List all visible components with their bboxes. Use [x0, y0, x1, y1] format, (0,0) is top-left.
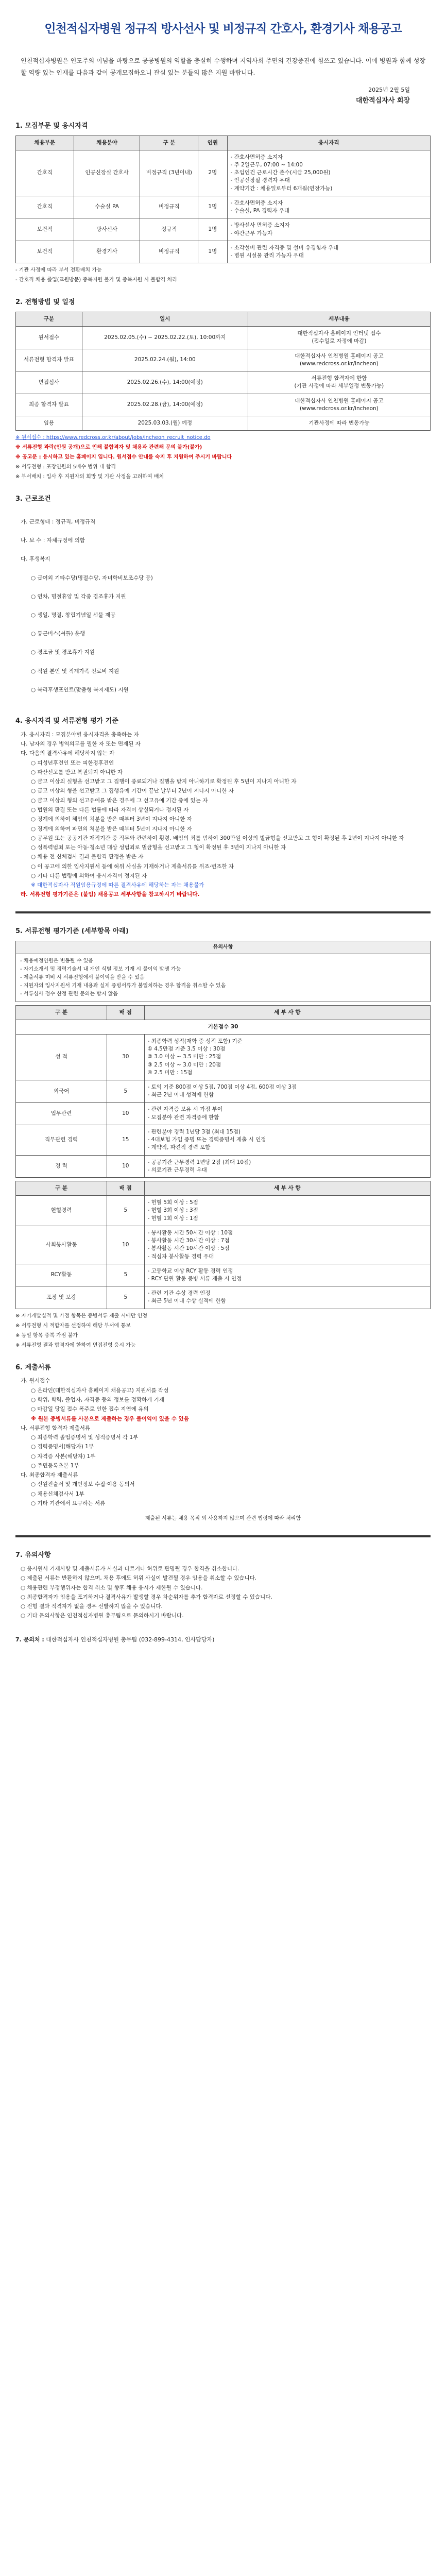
list-item: 가. 원서접수 — [21, 1378, 50, 1384]
cell-detail: - 고등학교 이상 RCY 활동 경력 인정 - RCY 단원 활동 증빙 서류 제출 시 인정 — [144, 1264, 430, 1286]
s4-list — [15, 731, 431, 899]
cell-when: 2025.02.26.(수), 14:00(예정) — [82, 371, 248, 394]
list-item: ○ 공무원 또는 공공기관 재직기간 중 직무와 관련하여 횡령, 배임의 죄를 범하여 300만원 이상의 벌금형을 선고받고 그 형이 확정된 후 2년이 지나지 아니한 자 — [31, 835, 404, 841]
list-item: ○ 법원의 판결 또는 다른 법률에 따라 자격이 상실되거나 정지된 자 — [31, 807, 189, 813]
notice-date: 2025년 2월 5일 — [368, 86, 410, 93]
cell-detail: 서류전형 합격자에 한함 (기관 사정에 따라 세부일정 변동가능) — [248, 371, 430, 394]
s5-note: ※ 자기개발실적 및 가점 항목은 증빙서류 제출 시에만 인정 — [15, 1313, 147, 1319]
cell-cat: 업무관련 — [16, 1103, 107, 1125]
list-item: ○ 파산선고를 받고 복권되지 아니한 자 — [31, 769, 123, 775]
section-5-title: 5. 서류전형 평가기준 (세부항목 아래) — [15, 927, 129, 935]
divider — [15, 911, 431, 913]
col-header: 일시 — [82, 312, 248, 327]
cell-type: 비정규직 — [140, 196, 198, 218]
col-header: 구 분 — [140, 135, 198, 150]
list-item: ○ 주민등록초본 1부 — [31, 1462, 79, 1469]
cell-when: 2025.03.03.(월) 예정 — [82, 416, 248, 431]
cell-score: 5 — [107, 1080, 144, 1103]
col-header: 응시자격 — [227, 135, 430, 150]
cell-field: 수술실 PA — [74, 196, 140, 218]
cell-cat: 포장 및 보강 — [16, 1286, 107, 1309]
table-row — [16, 1155, 431, 1177]
list-item: ○ 기타 기관에서 요구하는 서류 — [31, 1500, 106, 1506]
list-item: ※ 대한적십자사 직원임용규정에 따른 결격사유에 해당하는 자는 채용불가 — [31, 882, 204, 889]
cell-detail: - 관련분야 경력 1년당 3점 (최대 15점) - 4대보험 가입 증명 또는 경력증명서 제출 시 인정 - 계약직, 파견직 경력 포함 — [144, 1125, 430, 1155]
s1-note: - 간호직 채용 졸업(교원방문) 중복지원 불가 및 중복지원 시 불합격 처리 — [15, 277, 177, 283]
table-row — [16, 1226, 431, 1264]
list-item: ○ 제출된 서류는 반환하지 않으며, 채용 후에도 허위 사실이 발견될 경우 임용을 취소할 수 있습니다. — [21, 1575, 257, 1582]
col-header: 배 점 — [107, 1005, 144, 1020]
schedule-table — [15, 312, 431, 431]
list-item: ○ 금고 이상의 형을 선고받고 그 집행유예 기간이 끝난 날부터 2년이 지나지 아니한 자 — [31, 788, 234, 794]
contact-label: 7. 문의처 : — [15, 1636, 44, 1643]
cell-when: 2025.02.28.(금), 14:00(예정) — [82, 394, 248, 416]
list-item: 나. 보 수 : 자체규정에 의함 — [21, 537, 85, 544]
cell-detail: 대한적십자사 인천병원 홈페이지 공고 (www.redcross.or.kr/incheon) — [248, 349, 430, 371]
cell-count: 1명 — [198, 196, 227, 218]
list-item: 나. 남자의 경우 병역의무를 필한 자 또는 면제된 자 — [21, 741, 141, 748]
cell-score: 5 — [107, 1264, 144, 1286]
cell-cat: RCY활동 — [16, 1264, 107, 1286]
table-row — [16, 1125, 431, 1155]
page-title: 인천적십자병원 정규직 방사선사 및 비정규직 간호사, 환경기사 채용공고 — [44, 22, 402, 36]
cell-cat: 경 력 — [16, 1155, 107, 1177]
col-header: 세부내용 — [248, 312, 430, 327]
cell-field: 인공신장실 간호사 — [74, 150, 140, 196]
table-row — [16, 1264, 431, 1286]
table-row — [16, 371, 431, 394]
s1-note: - 기관 사정에 따라 부서 전환배치 가능 — [15, 267, 102, 274]
cell-cat: 사회봉사활동 — [16, 1226, 107, 1264]
table-row — [16, 327, 431, 349]
cell-score: 5 — [107, 1196, 144, 1226]
list-item: ○ 생일, 명절, 창립기념일 선물 제공 — [31, 612, 116, 619]
list-item: ○ 성폭력범죄 또는 아동·청소년 대상 성범죄로 벌금형을 선고받고 그 형이 확정된 후 3년이 지나지 아니한 자 — [31, 844, 286, 851]
col-header: 구 분 — [16, 1181, 107, 1196]
list-item: ○ 채용 전 신체검사 결과 불합격 판정을 받은 자 — [31, 854, 144, 860]
table-row — [16, 416, 431, 431]
list-item: 라. 서류전형 평가기준은 (붙임) 채용공고 세부사항을 참고하시기 바랍니다. — [21, 891, 200, 898]
cell-detail: - 관련 자격증 보유 시 가점 부여 - 모집분야 관련 자격증에 한함 — [144, 1103, 430, 1125]
list-item: ○ 응시원서 기재사항 및 제출서류가 사실과 다르거나 허위로 판명될 경우 합격을 취소합니다. — [21, 1566, 239, 1572]
cell-score: 5 — [107, 1286, 144, 1309]
list-item: 다. 후생복지 — [21, 556, 50, 563]
col-header: 인원 — [198, 135, 227, 150]
notice-box — [15, 941, 431, 1002]
cell-score: 10 — [107, 1103, 144, 1125]
list-item: ○ 경조금 및 경조휴가 지원 — [31, 649, 95, 656]
list-item: ○ 통근버스(셔틀) 운행 — [31, 631, 85, 637]
cell-step: 원서접수 — [16, 327, 82, 349]
cell-dept: 간호직 — [16, 196, 74, 218]
table-row — [16, 1286, 431, 1309]
cell-score: 15 — [107, 1125, 144, 1155]
cell-req: - 방사선사 면허증 소지자 - 야간근무 가능자 — [227, 218, 430, 241]
cell-step: 면접심사 — [16, 371, 82, 394]
cell-req: - 소각설비 관련 자격증 및 설비 유경험자 우대 - 병원 시설물 관리 가능자 우대 — [227, 241, 430, 263]
cell-detail: - 헌혈 5회 이상 : 5점 - 헌혈 3회 이상 : 3점 - 헌혈 1회 이상 : 1점 — [144, 1196, 430, 1226]
cell-when: 2025.02.24.(월), 14:00 — [82, 349, 248, 371]
table-row — [16, 218, 431, 241]
cell-detail: - 공공기관 근무경력 1년당 2점 (최대 10점) - 의료기관 근무경력 우대 — [144, 1155, 430, 1177]
table-row — [16, 1196, 431, 1226]
cell-req: - 간호사면허증 소지자 - 주 2일근무, 07:00 ~ 14:00 - 초임인건 근로시간 준수(시급 25,000원) - 인공신장실 경력자 우대 - 계약기간 : 채용일로부터 6개월(연장가능) — [227, 150, 430, 196]
list-item: ○ 경력증명서(해당자) 1부 — [31, 1444, 94, 1450]
s6-footnote: 제출된 서류는 채용 목적 외 사용하지 않으며 관련 법령에 따라 처리함 — [145, 1516, 301, 1522]
table-row — [16, 1020, 431, 1034]
bonus-table — [15, 1181, 431, 1309]
cell-step: 최종 합격자 발표 — [16, 394, 82, 416]
base-score: 기본점수 30 — [16, 1020, 431, 1034]
s5-note: ※ 동일 항목 중복 가점 불가 — [15, 1332, 78, 1338]
s5-note: ※ 서류전형 시 적합자를 선정하여 해당 부서에 통보 — [15, 1323, 131, 1329]
apply-link[interactable]: ※ 원서접수 : https://www.redcross.or.kr/about/jobs/incheon_recruit_notice.do — [15, 435, 211, 441]
section-1-title: 1. 모집부문 및 응시자격 — [15, 122, 88, 130]
cell-detail: - 봉사활동 시간 50시간 이상 : 10점 - 봉사활동 시간 30시간 이상 : 7점 - 봉사활동 시간 10시간 이상 : 5점 - 적십자 봉사활동 경력 우대 — [144, 1226, 430, 1264]
col-header: 배 점 — [107, 1181, 144, 1196]
intro-text: 인천적십자병원은 인도주의 이념을 바탕으로 공공병원의 역할을 충실히 수행하며 지역사회 주민의 건강증진에 힘쓰고 있습니다. 이에 병원과 함께 성장할 역량 있는 인재를 다음과 같이 공개모집하오니 관심 있는 분들의 많은 지원 바랍니다. — [21, 57, 425, 77]
list-item: ○ 신원진술서 및 개인정보 수집·이용 동의서 — [31, 1481, 135, 1488]
s3-list — [15, 509, 431, 703]
cell-count: 2명 — [198, 150, 227, 196]
list-item: ○ 최종학력 졸업증명서 및 성적증명서 각 1부 — [31, 1434, 139, 1441]
cell-type: 비정규직 (3년이내) — [140, 150, 198, 196]
notice-line: - 서류심사 점수 산정 관련 문의는 받지 않음 — [20, 991, 118, 997]
recruit-table — [15, 135, 431, 264]
cell-type: 비정규직 — [140, 241, 198, 263]
cell-detail: - 최종학력 성적(재학 중 성적 포함) 기준 ① 4.5만점 기준 3.5 이상 : 30점 ② 3.0 이상 ~ 3.5 미만 : 25점 ③ 2.5 이상 ~ 3.0 미만 : 20점 ④ 2.5 미만 : 15점 — [144, 1034, 430, 1080]
table-row — [16, 349, 431, 371]
notice-line: - 채용예정인원은 변동될 수 있음 — [20, 958, 93, 964]
list-item: ○ 채용관련 부정행위자는 합격 취소 및 향후 채용 응시가 제한될 수 있습니다. — [21, 1584, 203, 1591]
list-item: ○ 징계에 의하여 파면의 처분을 받은 때부터 5년이 지나지 아니한 자 — [31, 825, 192, 832]
cell-type: 정규직 — [140, 218, 198, 241]
cell-step: 임용 — [16, 416, 82, 431]
list-item: ○ 학위, 학력, 졸업자, 자격증 등의 정보를 정확하게 기재 — [31, 1397, 164, 1403]
list-item: ○ 기타 문의사항은 인천적십자병원 총무팀으로 문의하시기 바랍니다. — [21, 1613, 184, 1619]
list-item: ○ 금고 이상의 형의 선고유예를 받은 경우에 그 선고유예 기간 중에 있는 자 — [31, 797, 208, 804]
list-item: ※ 원본 증빙서류를 사본으로 제출하는 경우 불이익이 있을 수 있음 — [31, 1415, 189, 1422]
s6-list — [15, 1377, 431, 1507]
list-item: 다. 최종합격자 제출서류 — [21, 1472, 78, 1479]
cell-field: 환경기사 — [74, 241, 140, 263]
cell-detail: 대한적십자사 홈페이지 인터넷 접수 (접수일로 자정에 마감) — [248, 327, 430, 349]
s7-list — [15, 1565, 431, 1620]
table-row — [16, 241, 431, 263]
cell-cat: 헌혈경력 — [16, 1196, 107, 1226]
col-header: 구 분 — [16, 1005, 107, 1020]
s2-warning: ※ 공고문 : 응시하고 있는 홈페이지 입니다. 원서접수 안내를 숙지 후 지원하여 주시기 바랍니다 — [15, 454, 232, 461]
list-item: ○ 급여외 기타수당(명절수당, 자녀학비보조수당 등) — [31, 574, 153, 581]
col-header: 구분 — [16, 312, 82, 327]
cell-detail: - 토익 기준 800점 이상 5점, 700점 이상 4점, 600점 이상 3점 - 최근 2년 이내 성적에 한함 — [144, 1080, 430, 1103]
cell-detail: 기관사정에 따라 변동가능 — [248, 416, 430, 431]
contact-block — [15, 1636, 431, 1644]
list-item: ○ 최종합격자가 임용을 포기하거나 결격사유가 발생할 경우 차순위자를 추가 합격자로 선정할 수 있습니다. — [21, 1594, 272, 1600]
list-item: ○ 기타 다른 법령에 의하여 응시자격이 정지된 자 — [31, 872, 147, 879]
contact-info: 대한적십자사 인천적십자병원 총무팀 (032-899-4314, 인사담당자) — [46, 1636, 215, 1643]
table-row — [16, 1080, 431, 1103]
cell-step: 서류전형 합격자 발표 — [16, 349, 82, 371]
cell-cat: 직무관련 경력 — [16, 1125, 107, 1155]
table-row — [16, 150, 431, 196]
col-header: 세 부 사 항 — [144, 1005, 430, 1020]
cell-count: 1명 — [198, 218, 227, 241]
col-header: 채용부문 — [16, 135, 74, 150]
cell-cat: 성 적 — [16, 1034, 107, 1080]
list-item: ○ 마감일 당일 접수 폭주로 인한 접수 지연에 유의 — [31, 1406, 149, 1413]
divider — [15, 1535, 431, 1537]
col-header: 채용분야 — [74, 135, 140, 150]
list-item: ○ 온라인(대한적십자사 홈페이지 채용공고) 지원서를 작성 — [31, 1387, 169, 1394]
list-item: ○ 금고 이상의 실형을 선고받고 그 집행이 종료되거나 집행을 받지 아니하기로 확정된 후 5년이 지나지 아니한 자 — [31, 778, 297, 785]
s2-note: ※ 부서배치 : 입사 후 지원자의 희망 및 기관 사정을 고려하여 배치 — [15, 474, 164, 480]
notice-line: - 자기소개서 및 경력기술서 내 개인 식별 정보 기재 시 불이익 발생 가능 — [20, 966, 181, 972]
list-item: 가. 근로형태 : 정규직, 비정규직 — [21, 519, 96, 525]
table-row — [16, 1103, 431, 1125]
cell-score: 30 — [107, 1034, 144, 1080]
notice-line: - 지원자의 입사지원서 기재 내용과 실제 증빙서류가 불일치하는 경우 합격을 취소할 수 있음 — [20, 982, 226, 989]
s2-note: ※ 서류전형 : 포장인원의 5배수 범위 내 합격 — [15, 464, 116, 470]
table-row — [16, 394, 431, 416]
list-item: ○ 연차, 명절휴양 및 각종 경조휴가 지원 — [31, 593, 126, 600]
cell-dept: 보건직 — [16, 241, 74, 263]
list-item: ○ 직원 본인 및 직계가족 진료비 지원 — [31, 668, 119, 674]
list-item: 나. 서류전형 합격자 제출서류 — [21, 1425, 91, 1431]
cell-score: 10 — [107, 1155, 144, 1177]
cell-score: 10 — [107, 1226, 144, 1264]
cell-cat: 외국어 — [16, 1080, 107, 1103]
list-item: ○ 전형 결과 적격자가 없을 경우 선발하지 않을 수 있습니다. — [21, 1603, 163, 1610]
list-item: ○ 자격증 사본(해당자) 1부 — [31, 1453, 96, 1460]
cell-when: 2025.02.05.(수) ~ 2025.02.22.(토), 10:00까지 — [82, 327, 248, 349]
list-item: ○ 채용신체검사서 1부 — [31, 1490, 84, 1497]
table-row — [16, 1034, 431, 1080]
s5-note: ※ 서류전형 결과 합격자에 한하여 면접전형 응시 가능 — [15, 1342, 136, 1348]
list-item: ○ 이 공고에 의한 입사지원서 등에 허위 사실을 기재하거나 제출서류를 위조·변조한 자 — [31, 863, 234, 870]
cell-detail: - 관련 기관 수상 경력 인정 - 최근 5년 이내 수상 실적에 한함 — [144, 1286, 430, 1309]
cell-field: 방사선사 — [74, 218, 140, 241]
list-item: ○ 징계에 의하여 해임의 처분을 받은 때부터 3년이 지나지 아니한 자 — [31, 816, 192, 823]
s2-warning: ※ 서류전형 과락(인원 공개)으로 인해 불합격자 및 채용과 관련해 문의 불가(불가) — [15, 445, 202, 451]
section-6-title: 6. 제출서류 — [15, 1363, 51, 1371]
section-4-title: 4. 응시자격 및 서류전형 평가 기준 — [15, 717, 118, 725]
notice-line: - 제출서류 미비 시 서류전형에서 불이익을 받을 수 있음 — [20, 974, 145, 980]
list-item: ○ 피성년후견인 또는 피한정후견인 — [31, 759, 114, 766]
section-7-title: 7. 유의사항 — [15, 1551, 51, 1560]
list-item: 다. 다음의 결격사유에 해당하지 않는 자 — [21, 750, 115, 757]
table-row — [16, 196, 431, 218]
cell-dept: 보건직 — [16, 218, 74, 241]
cell-count: 1명 — [198, 241, 227, 263]
list-item: 가. 응시자격 : 모집분야별 응시자격을 충족하는 자 — [21, 731, 139, 738]
section-3-title: 3. 근로조건 — [15, 495, 51, 503]
section-2-title: 2. 전형방법 및 일정 — [15, 298, 75, 307]
cell-req: - 간호사면허증 소지자 - 수술실, PA 경력자 우대 — [227, 196, 430, 218]
cell-dept: 간호직 — [16, 150, 74, 196]
list-item: ○ 복리후생포인트(맞춤형 복지제도) 지원 — [31, 686, 129, 693]
notice-box-title: 유의사항 — [16, 941, 430, 954]
cell-detail: 대한적십자사 인천병원 홈페이지 공고 (www.redcross.or.kr/incheon) — [248, 394, 430, 416]
score-table — [15, 1005, 431, 1178]
notice-signer: 대한적십자사 회장 — [356, 96, 410, 105]
col-header: 세 부 사 항 — [144, 1181, 430, 1196]
